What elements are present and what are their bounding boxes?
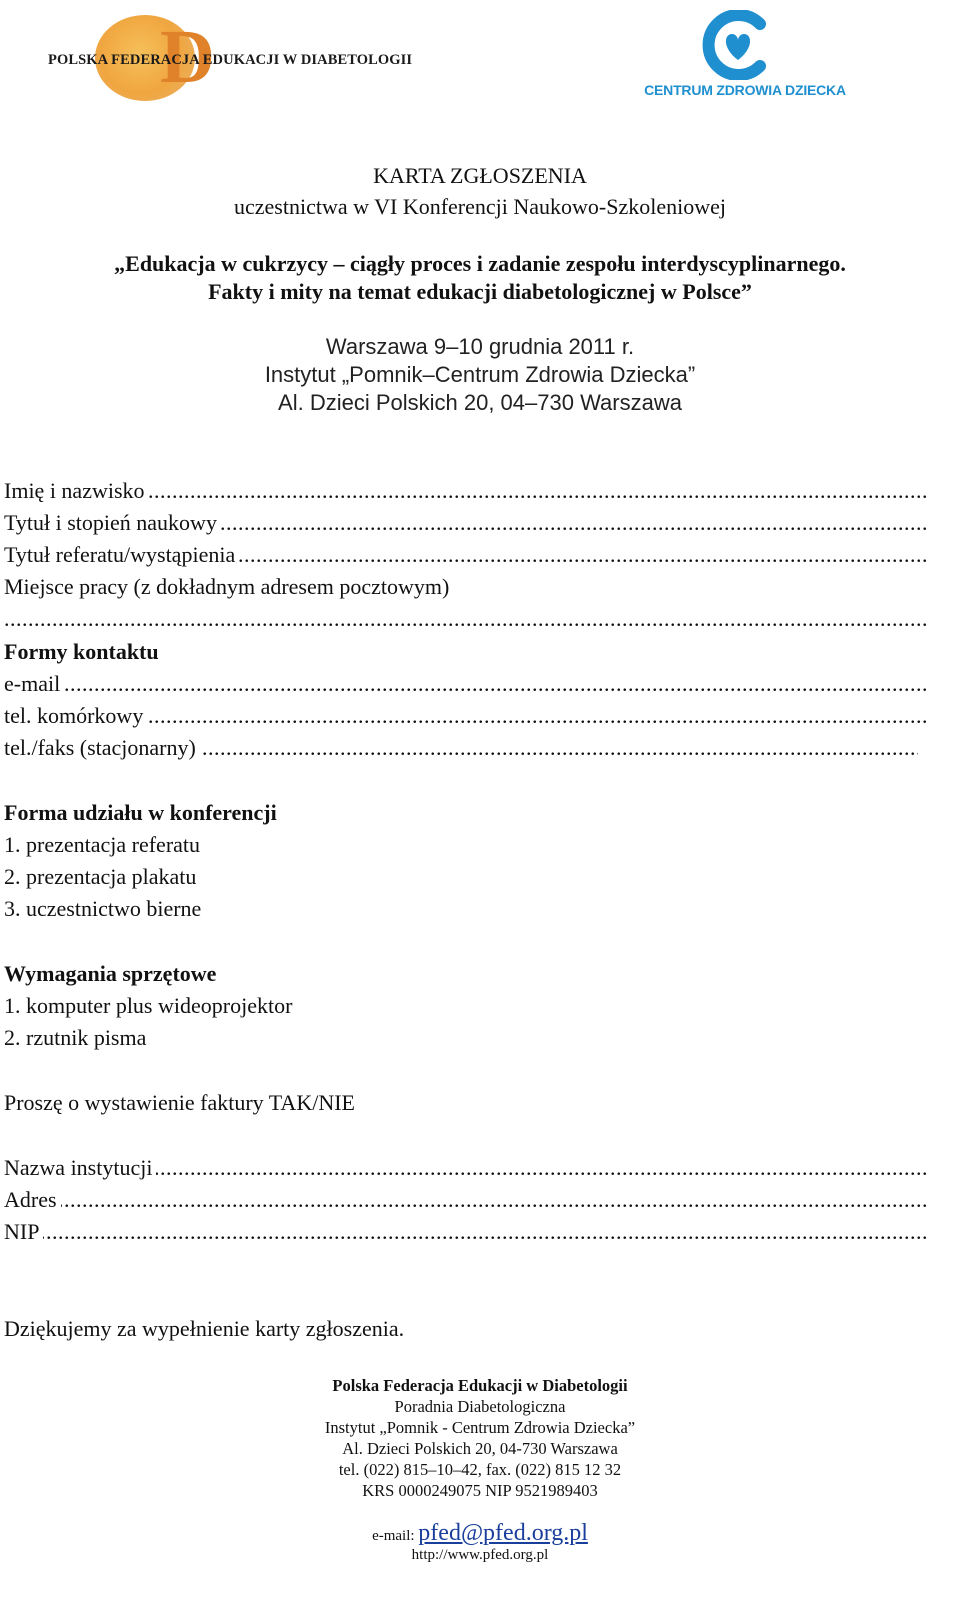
invoice-request[interactable]: Proszę o wystawienie faktury TAK/NIE [4,1090,355,1115]
footer-email-line [0,1520,960,1547]
equipment-heading: Wymagania sprzętowe [4,961,217,986]
conference-address: Al. Dzieci Polskich 20, 04–730 Warszawa [278,390,682,415]
name-field[interactable] [4,478,926,506]
footer-phone: tel. (022) 815–10–42, fax. (022) 815 12 32 [338,1460,622,1479]
czd-logo-text: CENTRUM ZDROWIA DZIECKA [644,82,846,98]
degree-field[interactable] [4,510,926,538]
fill-dots [4,1187,926,1213]
talk-title-field[interactable] [4,542,926,570]
conference-theme-line1: „Edukacja w cukrzycy – ciągły proces i zadanie zespołu interdyscyplinarnego. [114,251,846,276]
form-title: KARTA ZGŁOSZENIA [373,163,587,188]
pfed-logo [40,10,430,105]
email-field[interactable] [4,671,926,699]
workplace-label: Miejsce pracy (z dokładnym adresem pocztowym) [4,574,450,599]
conference-date: Warszawa 9–10 grudnia 2011 r. [325,334,635,359]
institution-label: Nazwa instytucji [4,1155,156,1180]
talk-title-label: Tytuł referatu/wystąpienia [4,542,239,567]
thanks-text: Dziękujemy za wypełnienie karty zgłoszenia. [4,1316,405,1341]
address-field[interactable] [4,1187,926,1215]
fill-dots [4,671,926,697]
address-label: Adres [4,1187,61,1212]
equipment-option[interactable]: 2. rzutnik pisma [4,1025,147,1050]
participation-heading: Forma udziału w konferencji [4,800,277,825]
landline-label: tel./faks (stacjonarny) [4,735,200,760]
czd-logo [640,10,850,100]
form-subtitle: uczestnictwa w VI Konferencji Naukowo-Szkoleniowej [234,194,726,219]
conference-venue: Instytut „Pomnik–Centrum Zdrowia Dziecka” [264,362,696,387]
mobile-label: tel. komórkowy [4,703,147,728]
equipment-option[interactable]: 1. komputer plus wideoprojektor [4,993,293,1018]
pfed-logo-text: POLSKA FEDERACJA EDUKACJI W DIABETOLOGII [48,52,413,68]
footer-street: Al. Dzieci Polskich 20, 04-730 Warszawa [342,1439,618,1458]
footer-url[interactable]: http://www.pfed.org.pl [411,1547,549,1563]
czd-heart-icon [698,10,778,80]
landline-field[interactable] [4,735,918,763]
conference-theme-line2: Fakty i mity na temat edukacji diabetologicznej w Polsce” [208,279,752,304]
email-label: e-mail [4,671,64,696]
footer-email-link[interactable]: pfed@pfed.org.pl [418,1520,588,1546]
fill-dots [4,1219,926,1245]
degree-label: Tytuł i stopień naukowy [4,510,221,535]
workplace-field[interactable] [4,606,926,634]
footer-registry: KRS 0000249075 NIP 9521989403 [362,1481,598,1500]
mobile-field[interactable] [4,703,926,731]
footer-institute: Instytut „Pomnik - Centrum Zdrowia Dziecka” [324,1418,636,1437]
institution-field[interactable] [4,1155,926,1183]
nip-label: NIP [4,1219,43,1244]
participation-option[interactable]: 1. prezentacja referatu [4,832,201,857]
footer-email-label: e-mail: [372,1528,415,1544]
footer-org: Polska Federacja Edukacji w Diabetologii [332,1376,628,1395]
participation-option[interactable]: 3. uczestnictwo bierne [4,896,202,921]
participation-option[interactable]: 2. prezentacja plakatu [4,864,197,889]
pfed-logo-letter: D [160,15,215,99]
footer-clinic: Poradnia Diabetologiczna [394,1397,566,1416]
nip-field[interactable] [4,1219,926,1247]
name-label: Imię i nazwisko [4,478,149,503]
contact-heading: Formy kontaktu [4,639,159,664]
fill-dots [4,606,926,632]
